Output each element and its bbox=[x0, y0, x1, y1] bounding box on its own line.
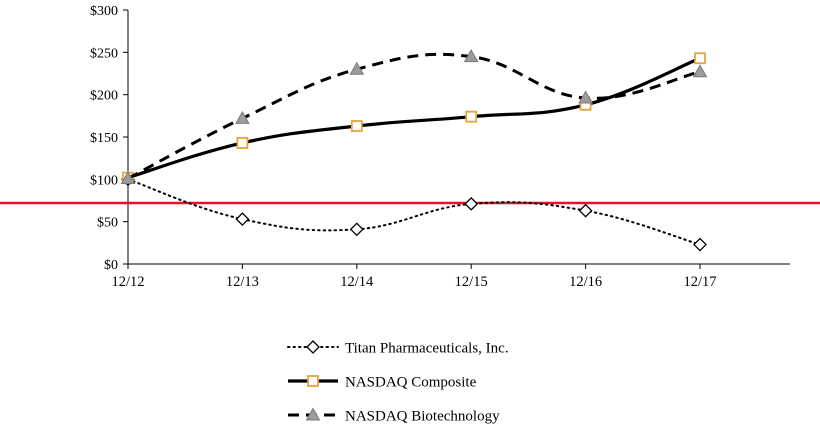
marker-diamond bbox=[580, 205, 592, 217]
y-tick-label: $200 bbox=[90, 88, 118, 104]
series-3 bbox=[122, 50, 707, 183]
marker-square bbox=[237, 138, 247, 148]
marker-diamond bbox=[351, 223, 363, 235]
marker-diamond bbox=[694, 239, 706, 251]
legend-item-3[interactable] bbox=[288, 409, 500, 425]
marker-square bbox=[466, 112, 476, 122]
marker-square bbox=[695, 53, 705, 63]
x-tick-label: 12/17 bbox=[683, 274, 717, 290]
series-1 bbox=[122, 173, 706, 250]
chart-legend bbox=[288, 341, 509, 425]
x-tick-label: 12/16 bbox=[569, 274, 603, 290]
series-line bbox=[128, 58, 700, 177]
legend-label: NASDAQ Composite bbox=[345, 374, 477, 391]
marker-diamond bbox=[307, 341, 319, 353]
y-tick-label: $250 bbox=[90, 46, 118, 62]
y-axis-tick-labels bbox=[90, 4, 118, 273]
y-tick-label: $300 bbox=[90, 4, 118, 19]
y-tick-label: $150 bbox=[90, 131, 118, 146]
data-series-group bbox=[122, 50, 707, 250]
legend-item-2[interactable] bbox=[288, 375, 477, 391]
marker-triangle bbox=[694, 65, 707, 77]
marker-diamond bbox=[465, 198, 477, 210]
marker-diamond bbox=[236, 213, 248, 225]
legend-label: NASDAQ Biotechnology bbox=[345, 408, 500, 425]
legend-label: Titan Pharmaceuticals, Inc. bbox=[345, 340, 509, 357]
x-tick-label: 12/15 bbox=[454, 274, 488, 290]
legend-item-1[interactable] bbox=[288, 341, 509, 357]
series-line bbox=[128, 54, 700, 178]
x-axis-tick-labels bbox=[111, 274, 716, 290]
y-tick-label: $50 bbox=[97, 215, 118, 231]
x-tick-label: 12/12 bbox=[111, 274, 145, 290]
y-tick-label: $100 bbox=[90, 173, 118, 189]
marker-square bbox=[352, 121, 362, 131]
y-axis-ticks bbox=[123, 10, 128, 264]
series-line bbox=[128, 179, 700, 244]
series-2 bbox=[123, 53, 705, 182]
x-tick-label: 12/13 bbox=[225, 274, 259, 290]
x-axis-ticks bbox=[128, 264, 700, 269]
y-tick-label: $0 bbox=[104, 258, 118, 273]
marker-square bbox=[308, 376, 318, 386]
x-tick-label: 12/14 bbox=[340, 274, 374, 290]
